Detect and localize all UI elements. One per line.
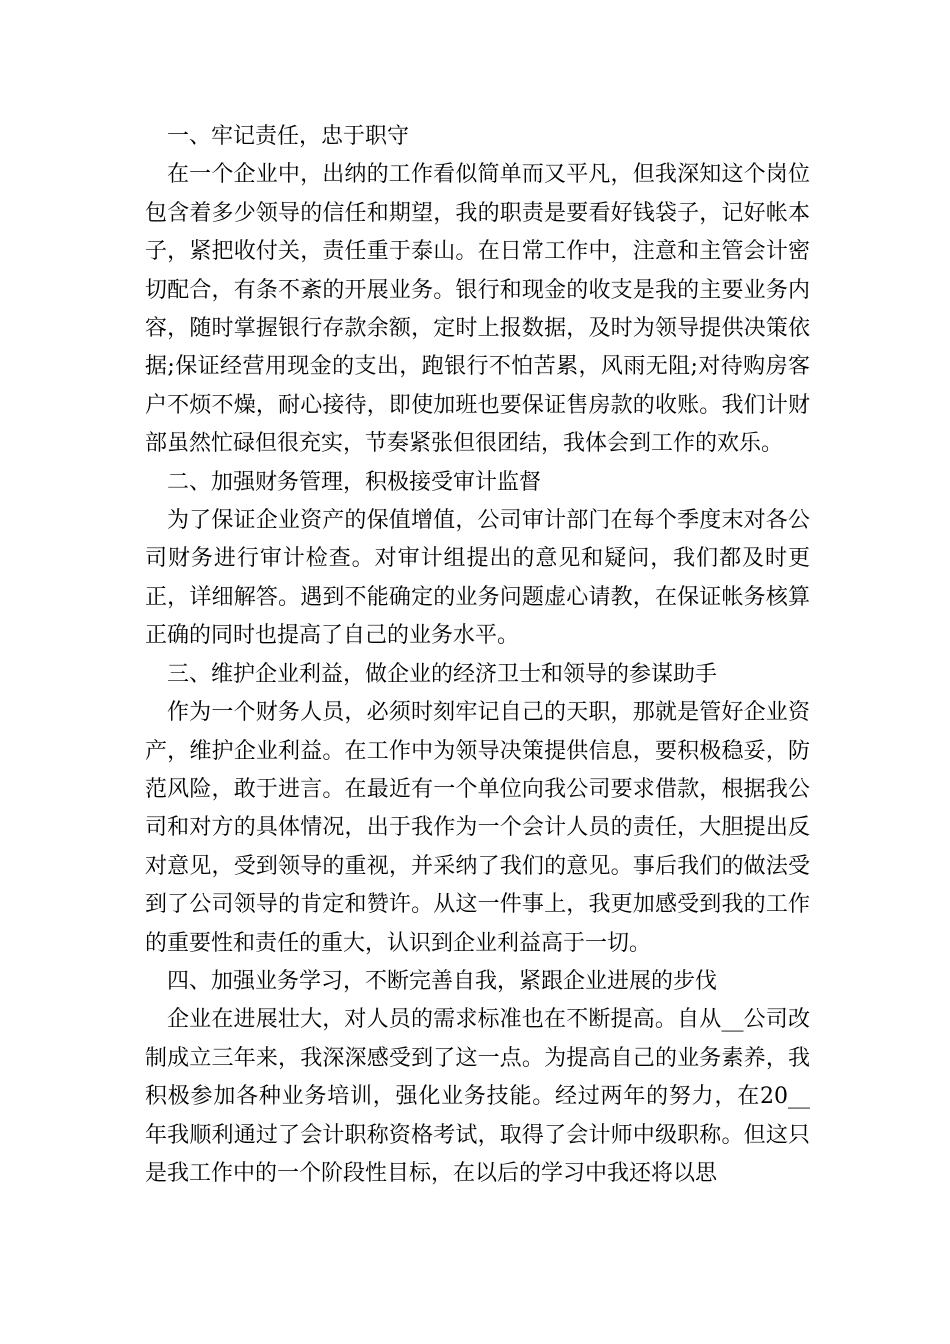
section-paragraph: 作为一个财务人员，必须时刻牢记自己的天职，那就是管好企业资产，维护企业利益。在工作中为领导决策提供信息，要积极稳妥，防范风险，敢于进言。在最近有一个单位向我公司要求借款，根据我公司和对方的具体情况，出于我作为一个会计人员的责任，大胆提出反对意见，受到领导的重视，并采纳了我们的意见。事后我们的做法受到了公司领导的肯定和赞许。从这一件事上，我更加感受到我的工作的重要性和责任的重大，认识到企业利益高于一切。 xyxy=(145,700,810,956)
document-page xyxy=(145,118,810,1193)
section-1 xyxy=(145,118,810,464)
section-heading: 二、加强财务管理，积极接受审计监督 xyxy=(167,469,542,495)
section-paragraph: 企业在进展壮大，对人员的需求标准也在不断提高。自从__公司改制成立三年来，我深深感受到了这一点。为提高自己的业务素养，我积极参加各种业务培训，强化业务技能。经过两年的努力，在20__年我顺利通过了会计职称资格考试，取得了会计师中级职称。但这只是我工作中的一个阶段性目标，在以后的学习中我还将以思 xyxy=(145,1007,810,1186)
section-heading: 三、维护企业利益，做企业的经济卫士和领导的参谋助手 xyxy=(167,661,718,687)
section-4 xyxy=(145,963,810,1193)
section-heading: 一、牢记责任，忠于职守 xyxy=(167,124,410,149)
section-2 xyxy=(145,464,810,656)
section-heading: 四、加强业务学习，不断完善自我，紧跟企业进展的步伐 xyxy=(167,968,718,994)
section-paragraph: 为了保证企业资产的保值增值，公司审计部门在每个季度末对各公司财务进行审计检查。对审计组提出的意见和疑问，我们都及时更正，详细解答。遇到不能确定的业务问题虚心请教，在保证帐务核算正确的同时也提高了自己的业务水平。 xyxy=(145,508,810,649)
section-3 xyxy=(145,656,810,963)
section-paragraph: 在一个企业中，出纳的工作看似简单而又平凡，但我深知这个岗位包含着多少领导的信任和期望，我的职责是要看好钱袋子，记好帐本子，紧把收付关，责任重于泰山。在日常工作中，注意和主管会计密切配合，有条不紊的开展业务。银行和现金的收支是我的主要业务内容，随时掌握银行存款余额，定时上报数据，及时为领导提供决策依据;保证经营用现金的支出，跑银行不怕苦累，风雨无阻;对待购房客户不烦不燥，耐心接待，即使加班也要保证售房款的收账。我们计财部虽然忙碌但很充实，节奏紧张但很团结，我体会到工作的欢乐。 xyxy=(145,162,810,457)
